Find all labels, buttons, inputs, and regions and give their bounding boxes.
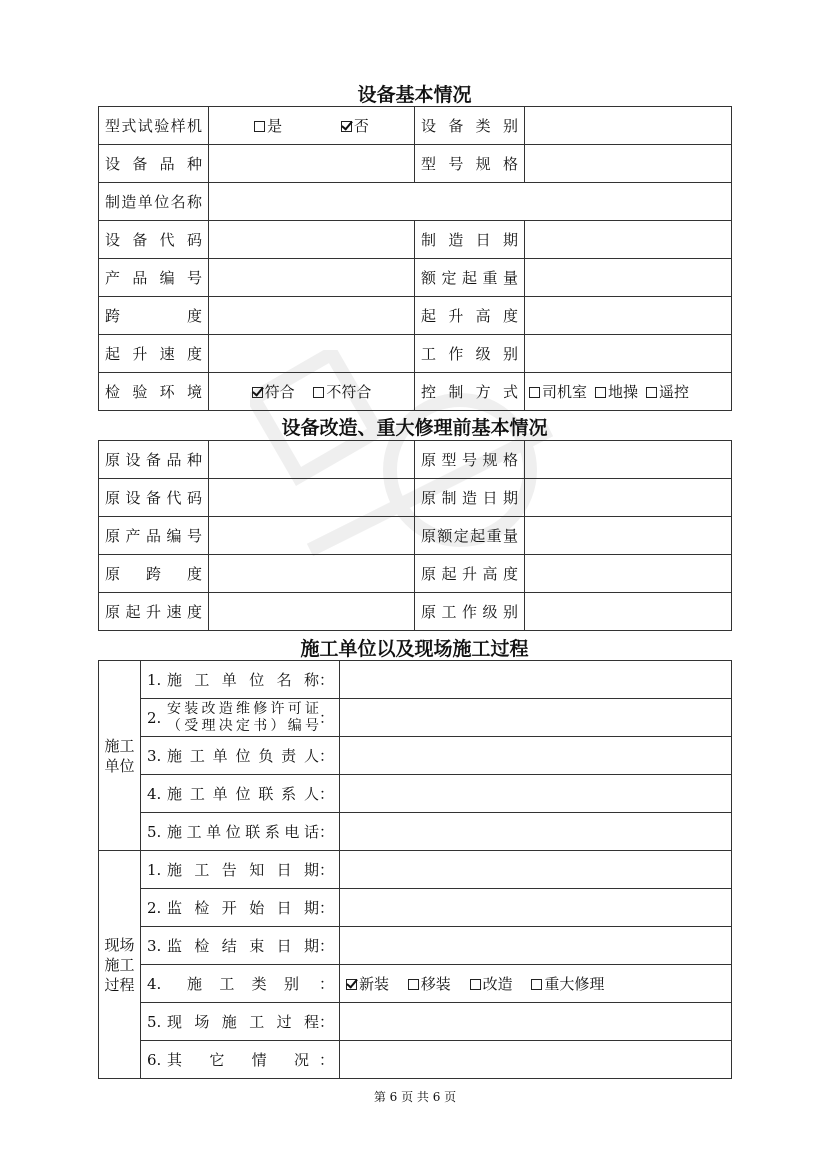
option-yes[interactable]: 是	[254, 117, 282, 135]
label-orig-rated-load: 原额定起重量	[415, 517, 525, 555]
value-other[interactable]	[340, 1041, 732, 1079]
value-work-class[interactable]	[525, 335, 732, 373]
value-unit-name[interactable]	[340, 661, 732, 699]
value-orig-rated-load[interactable]	[525, 517, 732, 555]
item-site-process: 5. 现场施工过程 ：	[141, 1003, 340, 1041]
construction-type-options	[340, 965, 732, 1003]
checkbox-conform-checked[interactable]	[252, 387, 263, 398]
value-orig-date[interactable]	[525, 479, 732, 517]
value-orig-work-class[interactable]	[525, 593, 732, 631]
option-remote[interactable]: 遥控	[646, 383, 689, 401]
control-mode-options	[525, 373, 732, 411]
value-equipment-code[interactable]	[209, 221, 415, 259]
label-manufacture-date: 制 造 日 期	[415, 221, 525, 259]
value-orig-span[interactable]	[209, 555, 415, 593]
option-relocate[interactable]: 移装	[408, 975, 451, 993]
label-inspection-env: 检 验 环 境	[99, 373, 209, 411]
value-equipment-variety[interactable]	[209, 145, 415, 183]
option-new-install[interactable]: 新装	[346, 975, 389, 993]
label-lifting-speed: 起 升 速 度	[99, 335, 209, 373]
basic-info-table	[98, 106, 732, 411]
label-orig-date: 原制造日期	[415, 479, 525, 517]
label-lifting-height: 起 升 高 度	[415, 297, 525, 335]
label-orig-variety: 原设备品种	[99, 441, 209, 479]
original-info-table	[98, 440, 732, 631]
value-license-number[interactable]	[340, 699, 732, 737]
option-not-conform[interactable]: 不符合	[313, 383, 371, 401]
label-orig-lifting-speed: 原起升速度	[99, 593, 209, 631]
value-notice-date[interactable]	[340, 851, 732, 889]
value-manufacture-date[interactable]	[525, 221, 732, 259]
value-manufacturer[interactable]	[209, 183, 732, 221]
checkbox-major-repair[interactable]	[531, 979, 542, 990]
section-title-original: 设备改造、重大修理前基本情况	[281, 417, 548, 439]
label-orig-model: 原型号规格	[415, 441, 525, 479]
item-other: 6. 其它情况 ：	[141, 1041, 340, 1079]
option-ground[interactable]: 地操	[595, 383, 638, 401]
value-orig-model[interactable]	[525, 441, 732, 479]
item-license-number: 2. 安装改造维修许可证 （受理决定书）编号 ：	[141, 699, 340, 737]
option-cab[interactable]: 司机室	[529, 383, 587, 401]
checkbox-no-checked[interactable]	[341, 121, 352, 132]
value-product-number[interactable]	[209, 259, 415, 297]
item-unit-name: 1. 施工单位名称 ：	[141, 661, 340, 699]
item-construction-type: 4. 施工类别 ：	[141, 965, 340, 1003]
item-start-date: 2. 监检开始日期 ：	[141, 889, 340, 927]
value-unit-phone[interactable]	[340, 813, 732, 851]
label-equipment-code: 设 备 代 码	[99, 221, 209, 259]
label-orig-work-class: 原工作级别	[415, 593, 525, 631]
label-equipment-category: 设 备 类 别	[415, 107, 525, 145]
option-conform[interactable]: 符合	[252, 383, 295, 401]
item-unit-head: 3. 施工单位负责人 ：	[141, 737, 340, 775]
label-span: 跨 度	[99, 297, 209, 335]
value-start-date[interactable]	[340, 889, 732, 927]
checkbox-remote[interactable]	[646, 387, 657, 398]
inspection-env-options	[209, 373, 415, 411]
value-unit-contact[interactable]	[340, 775, 732, 813]
checkbox-relocate[interactable]	[408, 979, 419, 990]
value-unit-head[interactable]	[340, 737, 732, 775]
label-orig-span: 原 跨 度	[99, 555, 209, 593]
value-rated-load[interactable]	[525, 259, 732, 297]
item-notice-date: 1. 施工告知日期 ：	[141, 851, 340, 889]
value-site-process[interactable]	[340, 1003, 732, 1041]
label-model-spec: 型 号 规 格	[415, 145, 525, 183]
value-equipment-category[interactable]	[525, 107, 732, 145]
checkbox-not-conform[interactable]	[313, 387, 324, 398]
section-title-construction: 施工单位以及现场施工过程	[300, 638, 529, 660]
label-orig-product-number: 原产品编号	[99, 517, 209, 555]
label-work-class: 工 作 级 别	[415, 335, 525, 373]
label-equipment-variety: 设 备 品 种	[99, 145, 209, 183]
label-product-number: 产 品 编 号	[99, 259, 209, 297]
value-orig-product-number[interactable]	[209, 517, 415, 555]
label-rated-load: 额定起重量	[415, 259, 525, 297]
group-construction-unit: 施工单位	[99, 661, 141, 851]
checkbox-ground[interactable]	[595, 387, 606, 398]
value-orig-lifting-speed[interactable]	[209, 593, 415, 631]
option-no[interactable]: 否	[341, 117, 369, 135]
value-lifting-height[interactable]	[525, 297, 732, 335]
item-unit-phone: 5. 施工单位联系电话 ：	[141, 813, 340, 851]
value-lifting-speed[interactable]	[209, 335, 415, 373]
value-end-date[interactable]	[340, 927, 732, 965]
label-orig-lifting-height: 原起升高度	[415, 555, 525, 593]
construction-table	[98, 660, 732, 1079]
page-footer: 第 6 页 共 6 页	[373, 1090, 457, 1104]
value-model-spec[interactable]	[525, 145, 732, 183]
label-orig-code: 原设备代码	[99, 479, 209, 517]
item-unit-contact: 4. 施工单位联系人 ：	[141, 775, 340, 813]
section-title-basic: 设备基本情况	[357, 84, 472, 106]
label-type-test: 型式试验样机	[99, 107, 209, 145]
label-manufacturer: 制造单位名称	[99, 183, 209, 221]
checkbox-yes[interactable]	[254, 121, 265, 132]
type-test-options	[209, 107, 415, 145]
value-orig-lifting-height[interactable]	[525, 555, 732, 593]
item-end-date: 3. 监检结束日期 ：	[141, 927, 340, 965]
value-orig-code[interactable]	[209, 479, 415, 517]
label-control-mode: 控 制 方 式	[415, 373, 525, 411]
group-site-process: 现场施工过程	[99, 851, 141, 1079]
checkbox-modify[interactable]	[470, 979, 481, 990]
checkbox-cab[interactable]	[529, 387, 540, 398]
value-orig-variety[interactable]	[209, 441, 415, 479]
option-modify[interactable]: 改造	[470, 975, 513, 993]
option-major-repair[interactable]: 重大修理	[531, 975, 604, 993]
checkbox-new-install-checked[interactable]	[346, 979, 357, 990]
value-span[interactable]	[209, 297, 415, 335]
